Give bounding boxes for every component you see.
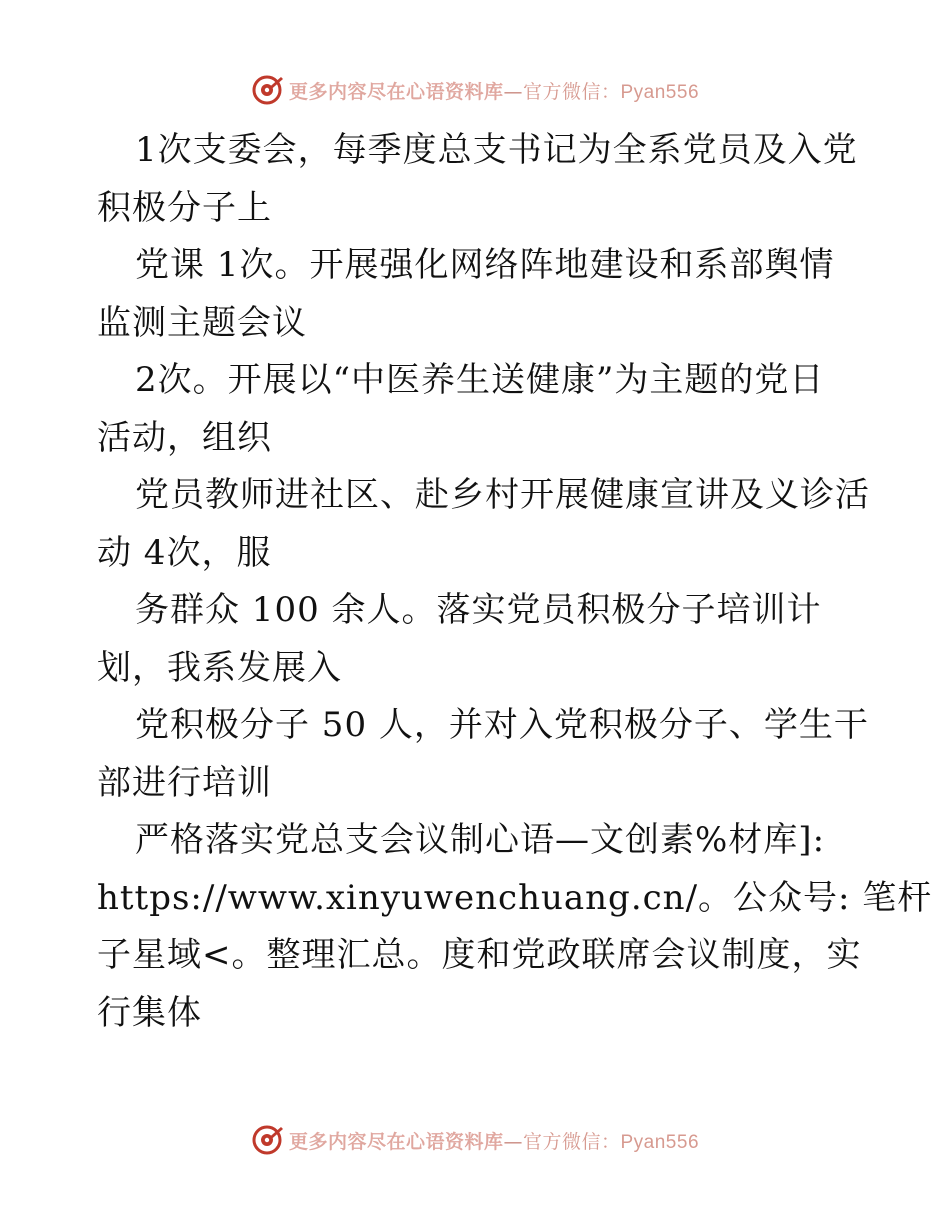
text-line-1: 1次支委会，每季度总支书记为全系党员及入党 bbox=[135, 130, 858, 170]
text-line-12: 部进行培训 bbox=[97, 762, 272, 803]
url-line: https://www.xinyuwenchuang.cn/。公众号: 笔杆 bbox=[97, 877, 933, 918]
header-banner bbox=[0, 70, 950, 110]
text-line-3: 党课 1次。开展强化网络阵地建设和系部舆情 bbox=[135, 245, 835, 285]
text-line-10: 划，我系发展入 bbox=[97, 647, 342, 688]
text-line-6: 活动，组织 bbox=[97, 417, 272, 458]
footer-main-text: 更多内容尽在心语资料库 bbox=[288, 1130, 504, 1153]
text-line-16: 行集体 bbox=[97, 992, 202, 1033]
banner-dash: — bbox=[503, 80, 523, 103]
footer-dash: — bbox=[503, 1130, 523, 1153]
footer-wechat-label: 官方微信： bbox=[522, 1130, 621, 1153]
footer-wechat-id: Pyan556 bbox=[620, 1131, 700, 1153]
text-line-11: 党积极分子 50 人，并对入党积极分子、学生干 bbox=[135, 705, 869, 745]
text-line-8: 动 4次，服 bbox=[97, 532, 272, 573]
footer-banner bbox=[0, 1120, 950, 1160]
text-line-9: 务群众 100 余人。落实党员积极分子培训计 bbox=[135, 590, 822, 630]
pen-logo-icon bbox=[251, 1123, 285, 1157]
banner-wechat-id: Pyan556 bbox=[620, 81, 700, 103]
pen-logo-icon bbox=[251, 73, 285, 107]
banner-wechat-label: 官方微信： bbox=[522, 80, 621, 103]
document-body bbox=[97, 122, 933, 1042]
text-line-2: 积极分子上 bbox=[97, 187, 272, 228]
text-line-15: 子星域<。整理汇总。度和党政联席会议制度，实 bbox=[97, 935, 862, 975]
text-line-5: 2次。开展以“中医养生送健康”为主题的党日 bbox=[135, 360, 825, 400]
text-line-13: 严格落实党总支会议制心语—文创素%材库]: bbox=[135, 820, 826, 860]
text-line-7: 党员教师进社区、赴乡村开展健康宣讲及义诊活 bbox=[135, 475, 870, 515]
banner-main-text: 更多内容尽在心语资料库 bbox=[288, 80, 504, 103]
text-line-4: 监测主题会议 bbox=[97, 302, 307, 343]
